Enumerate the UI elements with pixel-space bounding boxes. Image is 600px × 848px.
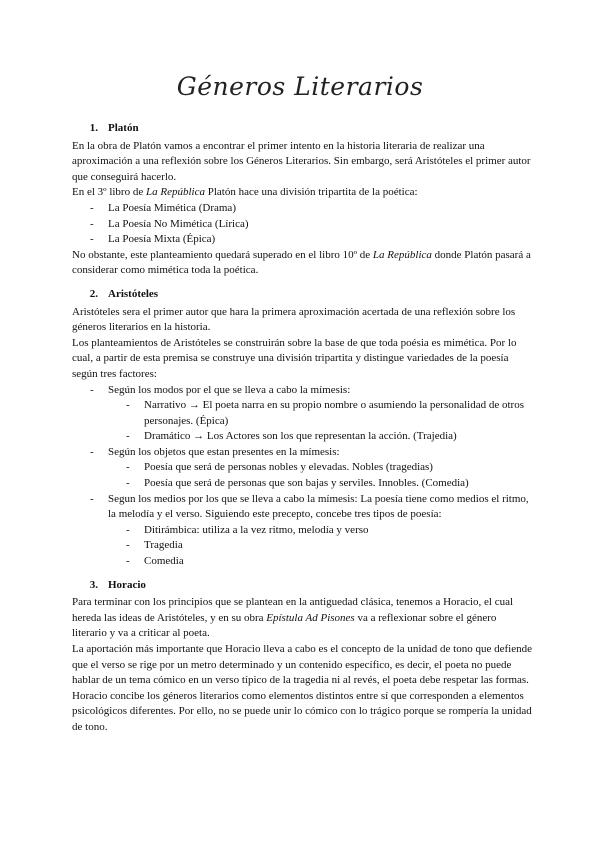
- list-item: [72, 445, 532, 461]
- list-item-text: Dramático → Los Actores son los que representan la acción. (Trajedia): [144, 430, 457, 443]
- section-title: Aristóteles: [108, 287, 159, 300]
- list-item: [72, 201, 532, 217]
- sub-list-item: [72, 398, 532, 429]
- paragraph: [72, 185, 532, 201]
- sub-list-item: [72, 460, 532, 476]
- italic-title: La República: [145, 186, 205, 199]
- list-item-text: Segun los medios por los que se lleva a cabo la mímesis: La poesía tiene como medios el ritmo, la melodía y el verso. Siguiendo este precepto, concebe tres tipos de poesía:: [108, 492, 529, 521]
- list-item-text: La Poesía Mimética (Drama): [108, 201, 236, 214]
- sub-list-item: [72, 554, 532, 570]
- list-item-text: Tragedia: [144, 539, 183, 552]
- section-title: Horacio: [108, 578, 146, 591]
- dash-bullet: -: [126, 461, 130, 474]
- dash-bullet: -: [90, 217, 94, 230]
- list-item-text: La Poesía Mixta (Épica): [108, 233, 216, 246]
- paragraph: La aportación más importante que Horacio lleva a cabo es el concepto de la unidad de tono que defiende que el verso se rige por un metro determinado y un contenido específico, es decir, el poeta no puede hablar de un tema cómico en un verso típico de la tragedia ni al revés, el poeta debe respetar las formas. Horacio concibe los géneros literarios como elementos distintos entre sí que corresponden a elementos psicológicos diferentes. Por ello, no se puede unir lo cómico con lo trágico porque se rompería la unidad de tono.: [72, 643, 532, 733]
- italic-title: Epístula Ad Pisones: [266, 611, 355, 624]
- italic-title: La República: [372, 248, 432, 261]
- dash-bullet: -: [126, 399, 130, 412]
- paragraph: Aristóteles sera el primer autor que hara la primera aproximación acertada de una reflexión sobre los géneros literarios en la historia.: [72, 305, 516, 334]
- dash-bullet: -: [126, 477, 130, 490]
- list-item-text: Comedia: [144, 555, 184, 568]
- list-item-text: Según los objetos que estan presentes en la mímesis:: [108, 445, 340, 458]
- section-title: Platón: [108, 122, 139, 134]
- dash-bullet: -: [126, 523, 130, 536]
- list-item: [72, 217, 532, 233]
- text-run: Platón hace una división tripartita de la poética:: [204, 186, 418, 199]
- list-item: [72, 232, 532, 248]
- section-heading: [72, 578, 532, 594]
- sub-list-item: [72, 429, 532, 445]
- dash-bullet: -: [90, 233, 94, 246]
- list-item: [72, 383, 532, 399]
- text-run: No obstante, este planteamiento quedará superado en el libro 10º de: [72, 248, 373, 261]
- paragraph: [72, 248, 532, 279]
- document-body: [72, 121, 532, 744]
- text-run: En el 3º libro de: [72, 186, 146, 199]
- section-heading: [72, 121, 532, 137]
- section-number: 1.: [89, 122, 98, 134]
- list-item-text: La Poesía No Mimética (Lírica): [108, 217, 249, 230]
- list-item-text: Ditirámbica: utiliza a la vez ritmo, melodía y verso: [144, 523, 369, 536]
- paragraph: Los planteamientos de Aristóteles se construirán sobre la base de que toda poésia es mimética. Por lo cual, a partir de esta premisa se construye una división tripartita y distingue variedades de la poesía según tres factores:: [72, 336, 517, 380]
- dash-bullet: -: [90, 383, 94, 396]
- paragraph: [72, 595, 532, 642]
- list-item-text: Poesía que será de personas que son bajas y serviles. Innobles. (Comedia): [144, 477, 469, 490]
- section-number: 2.: [89, 287, 98, 300]
- text-run: Para terminar con los principios que se plantean en la antiguedad clásica, tenemos a Horacio, el cual hereda las ideas de Aristóteles, y en su obra: [72, 596, 514, 624]
- document-title: Géneros Literarios: [176, 72, 424, 101]
- list-item: [72, 492, 532, 523]
- list-item-text: Poesía que será de personas nobles y elevadas. Nobles (tragedias): [144, 461, 433, 474]
- text-run: donde Platón pasará a considerar como mimética toda la poética.: [72, 248, 531, 277]
- dash-bullet: -: [90, 445, 94, 458]
- list-item-text: Según los modos por el que se lleva a cabo la mímesis:: [108, 383, 351, 396]
- paragraph: En la obra de Platón vamos a encontrar el primer intento en la historia literaria de realizar una aproximación a una reflexión sobre los Géneros Literarios. Sin embargo, será Aristóteles el primer autor que conseguirá hacerlo.: [72, 139, 531, 183]
- list-item-text: Narrativo → El poeta narra en su propio nombre o asumiendo la personalidad de otros personajes. (Épica): [144, 399, 524, 427]
- dash-bullet: -: [126, 555, 130, 568]
- dash-bullet: -: [126, 539, 130, 552]
- sub-list-item: [72, 476, 532, 492]
- section-horacio: [72, 578, 532, 736]
- section-heading: [72, 287, 532, 303]
- section-platon: [72, 121, 532, 279]
- sub-list-item: [72, 523, 532, 539]
- dash-bullet: -: [126, 430, 130, 443]
- section-number: 3.: [89, 578, 98, 591]
- section-aristoteles: [72, 287, 532, 570]
- dash-bullet: -: [90, 201, 94, 214]
- dash-bullet: -: [90, 492, 94, 505]
- sub-list-item: [72, 538, 532, 554]
- text-run: va a reflexionar sobre el género literario y va a criticar al poeta.: [72, 611, 497, 640]
